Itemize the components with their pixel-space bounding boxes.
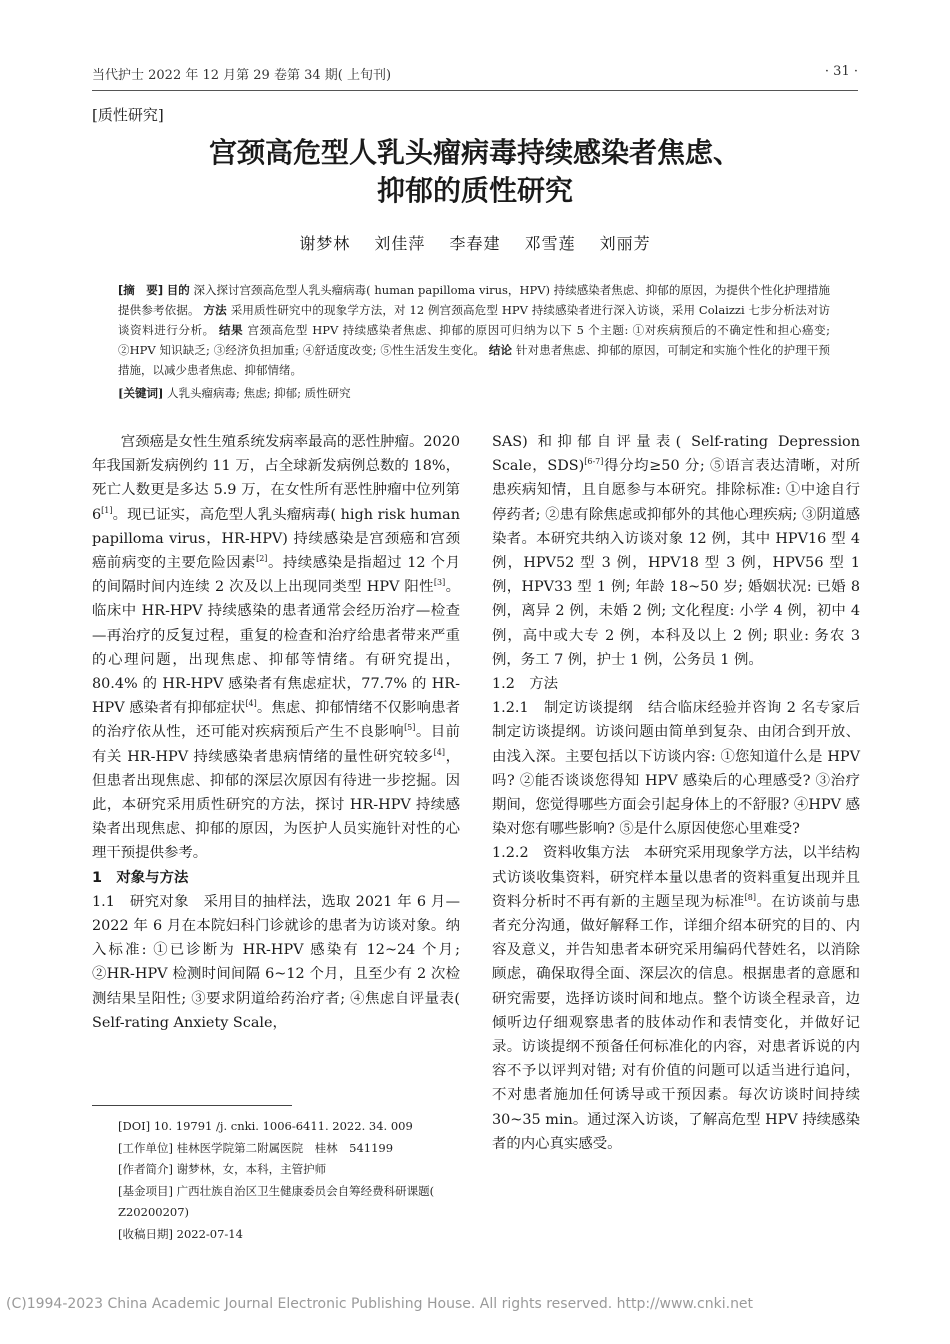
footnote-doi bbox=[118, 1116, 468, 1138]
intro-text-g: ，但患者出现焦虑、抑郁的深层次原因有待进一步挖掘。因此，本研究采用质性研究的方法，探讨 HR-HPV 持续感染者出现焦虑、抑郁的原因，为医护人员实施针对性的心理干预提供参考。 bbox=[92, 748, 460, 862]
copyright-notice: (C)1994-2023 China Academic Journal Electronic Publishing House. All rights reserved. http://www.cnki.net bbox=[6, 1296, 754, 1312]
abstract bbox=[118, 280, 830, 380]
citation-ref: [3] bbox=[433, 578, 446, 588]
intro-text-b: 。现已证实，高危型人乳头瘤病毒( high risk human papilloma virus，HR-HPV) 持续感染是宫颈癌和宫颈癌前病变的主要危险因素 bbox=[92, 506, 460, 572]
footnote-label: [收稿日期] bbox=[118, 1226, 173, 1241]
citation-ref: [4] bbox=[433, 747, 445, 757]
results-label: 结果 bbox=[219, 323, 244, 337]
footnote-label: [DOI] bbox=[118, 1119, 151, 1133]
results-text: 宫颈高危型 HPV 持续感染者焦虑、抑郁的原因可归纳为以下 5 个主题: ①对疾病预后的不确定性和担心癌变; ②HPV 知识缺乏; ③经济负担加重; ④舒适度改变; ⑤性生活发生变化。 bbox=[118, 323, 831, 357]
title-line-1: 宫颈高危型人乳头瘤病毒持续感染者焦虑、 bbox=[208, 136, 741, 169]
footnote-text: 10. 19791 /j. cnki. 1006-6411. 2022. 34. 009 bbox=[153, 1119, 413, 1133]
subsection-1-2-1-title: 1.2.1 制定访谈提纲 bbox=[492, 700, 634, 717]
footnote-received bbox=[118, 1224, 468, 1246]
objective-text: 深入探讨宫颈高危型人乳头瘤病毒( human papilloma virus，HPV) 持续感染者焦虑、抑郁的原因，为提供个性化护理措施提供参考依据。 bbox=[118, 283, 831, 317]
keywords-text: 人乳头瘤病毒; 焦虑; 抑郁; 质性研究 bbox=[167, 386, 351, 400]
footnote-author-bio bbox=[118, 1159, 468, 1181]
subsection-1-2-2 bbox=[492, 841, 860, 1156]
subsection-1-1-text: 采用目的抽样法，选取 2021 年 6 月—2022 年 6 月在本院妇科门诊就诊的患者为访谈对象。纳入标准: ①已诊断为 HR-HPV 感染有 12~24 个月; ②HR-HPV 检测时间间隔 6~12 个月，且至少有 2 次检测结果呈阳性; ③要求阴道给药治疗者; ④焦虑自评量表( Self-rating Anxiety Scale， bbox=[92, 893, 461, 1031]
subsection-1-1 bbox=[92, 890, 460, 1035]
abstract-label: [摘 要] bbox=[118, 283, 164, 297]
subsection-1-2-title: 1.2 方法 bbox=[492, 676, 559, 693]
criteria-paragraph bbox=[492, 430, 860, 672]
keywords bbox=[118, 385, 830, 401]
footnotes bbox=[118, 1116, 468, 1245]
subsection-1-2-2-title: 1.2.2 资料收集方法 bbox=[492, 845, 630, 862]
footnote-funding bbox=[118, 1181, 468, 1224]
intro-text-a: 宫颈癌是女性生殖系统发病率最高的恶性肿瘤。2020 年我国新发病例约 11 万，占全球新发病例总数的 18%，死亡人数更是多达 5.9 万，在女性所有恶性肿瘤中位列第 6 bbox=[92, 434, 460, 523]
objective-label: 目的 bbox=[166, 283, 190, 297]
page-number: · 31 · bbox=[824, 64, 858, 79]
subsection-1-2-2-text-b: 。在访谈前与患者充分沟通，做好解释工作，详细介绍本研究的目的、内容及意义，并告知患者本研究采用编码代替姓名，以消除顾虑，确保取得全面、深层次的信息。根据患者的意愿和研究需要，选择访谈时间和地点。整个访谈全程录音，边倾听边仔细观察患者的肢体动作和表情变化，并做好记录。访谈提纲不预备任何标准化的内容，对患者诉说的内容不予以评判对错; 对有价值的问题可以适当进行追问，不对患者施加任何诱导或干预因素。每次访谈时间持续 30~35 min。通过深入访谈，了解高危型 HPV 持续感染者的内心真实感受。 bbox=[492, 893, 860, 1152]
methods-label: 方法 bbox=[203, 303, 227, 317]
citation-ref: [5] bbox=[404, 723, 416, 733]
criteria-text-b: 得分均≥50 分; ⑤语言表达清晰，对所患疾病知情，且自愿参与本研究。排除标准: ①中途自行停药者; ②患有除焦虑或抑郁外的其他心理疾病; ③阴道感染者。本研究共纳入访谈对象 12 例，其中 HPV16 型 4 例，HPV52 型 3 例，HPV18 型 3 例，HPV56 型 1 例，HPV33 型 1 例; 年龄 18~50 岁; 婚姻状况: 已婚 8 例，离异 2 例，未婚 2 例; 文化程度: 小学 4 例，初中 4 例，高中或大专 2 例，本科及以上 2 例; 职业: 务农 3 例，务工 7 例，护士 1 例，公务员 1 例。 bbox=[492, 458, 860, 668]
intro-text-f: 。目前有关 HR-HPV 持续感染者患病情绪的量性研究较多 bbox=[92, 724, 460, 765]
journal-citation: 当代护士 2022 年 12 月第 29 卷第 34 期( 上旬刊) bbox=[92, 68, 392, 83]
footnote-affiliation bbox=[118, 1138, 468, 1160]
footnote-text: 桂林医学院第二附属医院 桂林 541199 bbox=[176, 1140, 394, 1155]
citation-ref: [1] bbox=[101, 505, 113, 515]
methods-text: 采用质性研究中的现象学方法，对 12 例宫颈高危型 HPV 持续感染者进行深入访谈，采用 Colaizzi 七步分析法对访谈资料进行分析。 bbox=[118, 303, 831, 337]
intro-text-d: 。临床中 HR-HPV 持续感染的患者通常会经历治疗—检查—再治疗的反复过程，重复的检查和治疗给患者带来严重的心理问题，出现焦虑、抑郁等情绪。有研究提出，80.4% 的 HR-HPV 感染者有焦虑症状，77.7% 的 HR-HPV 感染者有抑郁症状 bbox=[92, 579, 460, 717]
footnote-label: [基金项目] bbox=[118, 1183, 173, 1198]
footnote-text: 2022-07-14 bbox=[176, 1226, 243, 1241]
subsection-1-1-title: 1.1 研究对象 bbox=[92, 893, 189, 910]
footnote-divider bbox=[92, 1105, 292, 1106]
citation-ref: [6-7] bbox=[584, 457, 604, 467]
footnote-label: [工作单位] bbox=[118, 1140, 173, 1155]
intro-text-e: 。焦虑、抑郁情绪不仅影响患者的治疗依从性，还可能对疾病预后产生不良影响 bbox=[92, 700, 460, 741]
criteria-text-a: SAS) 和抑郁自评量表( Self-rating Depression Scale，SDS) bbox=[492, 434, 860, 475]
left-column bbox=[92, 430, 460, 1035]
subsection-1-2-1 bbox=[492, 696, 860, 841]
footnote-text: 谢梦林，女，本科，主管护师 bbox=[176, 1162, 327, 1176]
footnote-label: [作者简介] bbox=[118, 1162, 173, 1176]
subsection-1-2-2-text-a: 本研究采用现象学方法，以半结构式访谈收集资料，研究样本量以患者的资料重复出现并且资料分析时不再有新的主题呈现为标准 bbox=[492, 845, 860, 910]
citation-ref: [4] bbox=[245, 699, 257, 709]
footnote-text: 广西壮族自治区卫生健康委员会自筹经费科研课题( Z20200207) bbox=[118, 1183, 435, 1219]
subsection-1-2-1-text: 结合临床经验并咨询 2 名专家后制定访谈提纲。访谈问题由简单到复杂、由闭合到开放、由浅入深。主要包括以下访谈内容: ①您知道什么是 HPV 吗? ②能否谈谈您得知 HPV 感染后的心理感受? ③治疗期间，您觉得哪些方面会引起身体上的不舒服? ④HPV 感染对您有哪些影响? ⑤是什么原因使您心里难受? bbox=[492, 700, 860, 838]
conclusion-label: 结论 bbox=[488, 343, 513, 357]
section-tag: [质性研究] bbox=[92, 106, 164, 124]
citation-ref: [2] bbox=[256, 554, 268, 564]
conclusion-text: 针对患者焦虑、抑郁的原因，可制定和实施个性化的护理干预措施，以减少患者焦虑、抑郁情绪。 bbox=[118, 343, 830, 377]
intro-text-c: 。持续感染是指超过 12 个月的间隔时间内连续 2 次及以上出现同类型 HPV 阳性 bbox=[92, 555, 460, 596]
right-column bbox=[492, 430, 860, 1156]
title-line-2: 抑郁的质性研究 bbox=[376, 174, 573, 207]
running-header bbox=[92, 62, 858, 91]
citation-ref: [8] bbox=[744, 893, 756, 903]
intro-paragraph bbox=[92, 430, 460, 866]
author-list: 谢梦林 刘佳萍 李春建 邓雪莲 刘丽芳 bbox=[299, 234, 651, 253]
keywords-label: [关键词] bbox=[118, 386, 164, 400]
section-heading-1: 1 对象与方法 bbox=[92, 869, 189, 886]
article-title bbox=[92, 134, 858, 210]
